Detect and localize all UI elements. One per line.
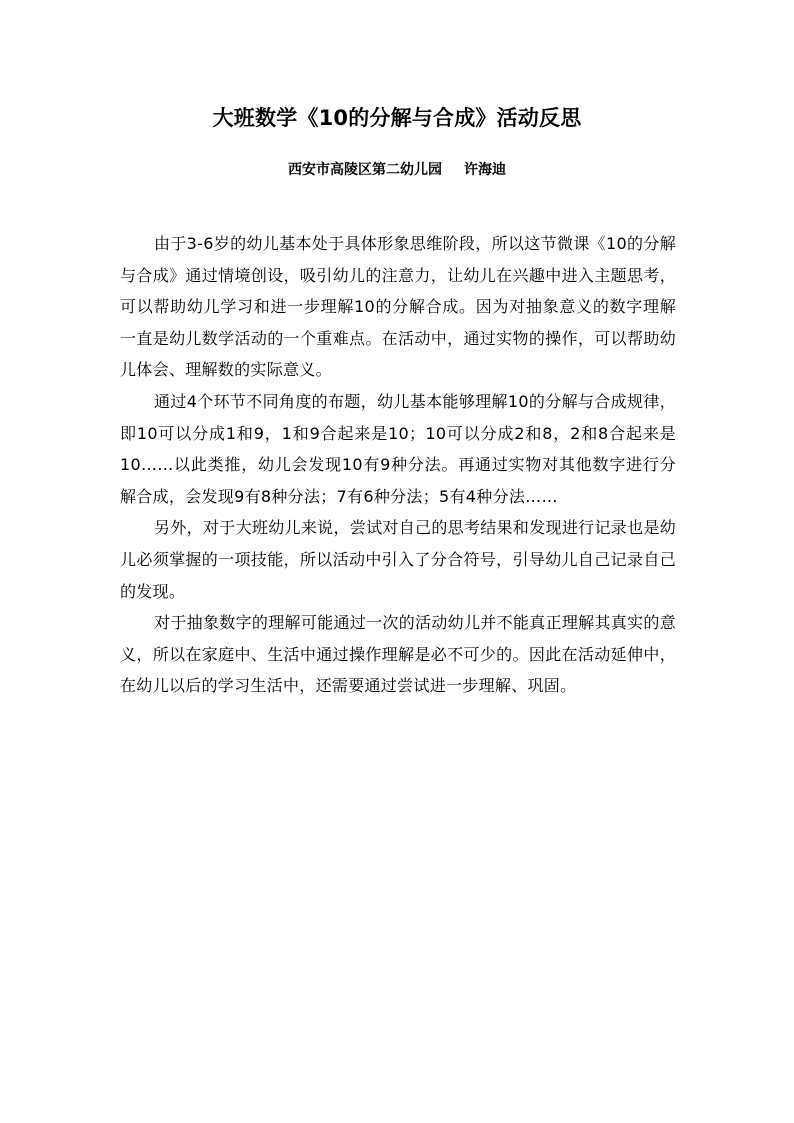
byline xyxy=(0,159,794,181)
paragraph-2: 通过4个环节不同角度的布题，幼儿基本能够理解10的分解与合成规律，即10可以分成1和9，1和9合起来是10；10可以分成2和8，2和8合起来是10……以此类推，幼儿会发现10有9种分法。再通过实物对其他数字进行分解合成，会发现9有8种分法；7有6种分法；5有4种分法…… xyxy=(120,391,676,506)
document-body xyxy=(120,228,676,702)
document-title: 大班数学《10的分解与合成》活动反思 xyxy=(212,106,582,130)
byline-school: 西安市高陵区第二幼儿园 xyxy=(288,162,442,178)
paragraph-3: 另外，对于大班幼儿来说，尝试对自己的思考结果和发现进行记录也是幼儿必须掌握的一项技能，所以活动中引入了分合符号，引导幼儿自己记录自己的发现。 xyxy=(120,518,676,601)
byline-author: 许海迪 xyxy=(464,162,506,178)
paragraph-1: 由于3-6岁的幼儿基本处于具体形象思维阶段，所以这节微课《10的分解与合成》通过情境创设，吸引幼儿的注意力，让幼儿在兴趣中进入主题思考，可以帮助幼儿学习和进一步理解10的分解合成。因为对抽象意义的数字理解一直是幼儿数学活动的一个重难点。在活动中，通过实物的操作，可以帮助幼儿体会、理解数的实际意义。 xyxy=(120,234,676,380)
paragraph-4: 对于抽象数字的理解可能通过一次的活动幼儿并不能真正理解其真实的意义，所以在家庭中、生活中通过操作理解是必不可少的。因此在活动延伸中，在幼儿以后的学习生活中，还需要通过尝试进一步理解、巩固。 xyxy=(120,613,676,696)
